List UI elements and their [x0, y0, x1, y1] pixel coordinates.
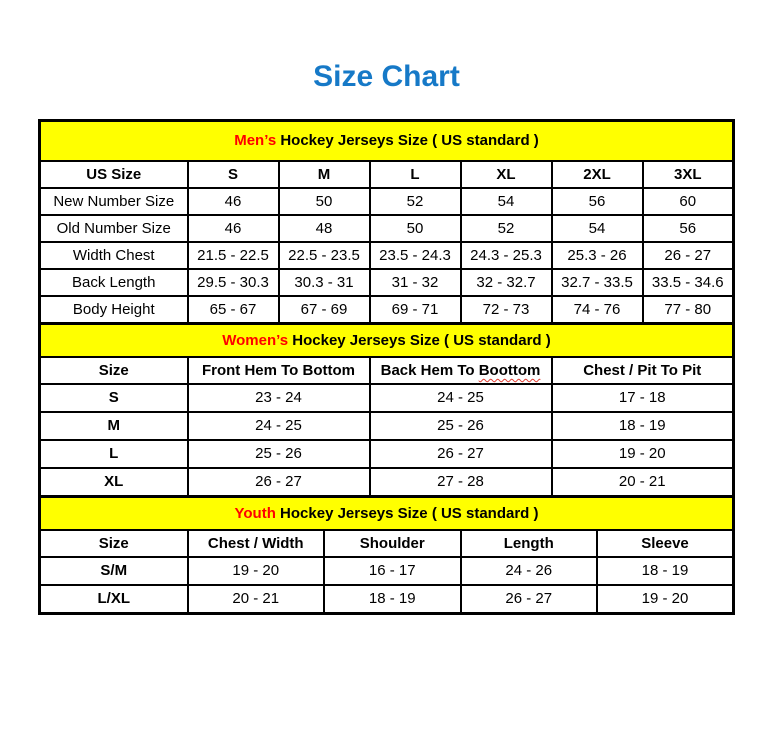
- youth-cell-0-3: 18 - 19: [597, 557, 734, 585]
- womens-row-label-0: S: [40, 384, 188, 412]
- youth-column-header-4: Sleeve: [597, 530, 734, 557]
- mens-cell-3-1: 30.3 - 31: [279, 269, 370, 296]
- size-chart-page: [0, 60, 735, 615]
- womens-cell-3-1: 27 - 28: [370, 468, 552, 497]
- mens-cell-1-1: 48: [279, 215, 370, 242]
- mens-row-label-1: Old Number Size: [40, 215, 188, 242]
- womens-section-header: Women’s Hockey Jerseys Size ( US standard ): [40, 324, 734, 358]
- womens-column-header-2: Back Hem To Boottom: [370, 357, 552, 384]
- mens-section-band-row: [40, 121, 734, 162]
- mens-table-row-4: [40, 296, 734, 324]
- youth-section-band-row: [40, 497, 734, 531]
- mens-cell-2-2: 23.5 - 24.3: [370, 242, 461, 269]
- youth-row-label-0: S/M: [40, 557, 188, 585]
- womens-column-header-1: Front Hem To Bottom: [188, 357, 370, 384]
- youth-size-table: [38, 495, 735, 615]
- mens-header-highlight: Men’s: [234, 132, 277, 150]
- womens-row-label-2: L: [40, 440, 188, 468]
- youth-table-row-0: [40, 557, 734, 585]
- womens-cell-2-1: 26 - 27: [370, 440, 552, 468]
- womens-cell-3-2: 20 - 21: [552, 468, 734, 497]
- mens-cell-0-3: 54: [461, 188, 552, 215]
- womens-table-row-0: [40, 384, 734, 412]
- youth-cell-1-0: 20 - 21: [188, 585, 325, 614]
- mens-cell-4-3: 72 - 73: [461, 296, 552, 324]
- womens-table-row-3: [40, 468, 734, 497]
- mens-cell-2-5: 26 - 27: [643, 242, 734, 269]
- mens-cell-0-5: 60: [643, 188, 734, 215]
- mens-cell-3-0: 29.5 - 30.3: [188, 269, 279, 296]
- mens-column-header-2: M: [279, 161, 370, 188]
- mens-cell-4-0: 65 - 67: [188, 296, 279, 324]
- mens-cell-1-2: 50: [370, 215, 461, 242]
- misspelled-word: Boottom: [478, 361, 541, 379]
- youth-cell-1-2: 26 - 27: [461, 585, 598, 614]
- mens-cell-4-2: 69 - 71: [370, 296, 461, 324]
- womens-column-header-row: [40, 357, 734, 384]
- mens-cell-2-4: 25.3 - 26: [552, 242, 643, 269]
- youth-cell-0-0: 19 - 20: [188, 557, 325, 585]
- mens-cell-3-2: 31 - 32: [370, 269, 461, 296]
- mens-cell-1-4: 54: [552, 215, 643, 242]
- womens-size-table: [38, 322, 735, 498]
- size-chart-tables: [38, 119, 735, 615]
- womens-table-row-1: [40, 412, 734, 440]
- mens-cell-0-4: 56: [552, 188, 643, 215]
- womens-column-header-0: Size: [40, 357, 188, 384]
- womens-cell-3-0: 26 - 27: [188, 468, 370, 497]
- youth-column-header-1: Chest / Width: [188, 530, 325, 557]
- mens-cell-0-2: 52: [370, 188, 461, 215]
- mens-cell-2-3: 24.3 - 25.3: [461, 242, 552, 269]
- mens-column-header-6: 3XL: [643, 161, 734, 188]
- womens-cell-1-0: 24 - 25: [188, 412, 370, 440]
- womens-cell-2-2: 19 - 20: [552, 440, 734, 468]
- womens-row-label-3: XL: [40, 468, 188, 497]
- mens-column-header-1: S: [188, 161, 279, 188]
- womens-table-row-2: [40, 440, 734, 468]
- mens-column-header-0: US Size: [40, 161, 188, 188]
- womens-cell-0-0: 23 - 24: [188, 384, 370, 412]
- page-title: Size Chart: [313, 60, 460, 93]
- mens-cell-1-0: 46: [188, 215, 279, 242]
- mens-table-row-1: [40, 215, 734, 242]
- mens-size-table: [38, 119, 735, 325]
- mens-table-row-3: [40, 269, 734, 296]
- youth-cell-0-2: 24 - 26: [461, 557, 598, 585]
- youth-section-header: Youth Hockey Jerseys Size ( US standard ): [40, 497, 734, 531]
- mens-cell-4-1: 67 - 69: [279, 296, 370, 324]
- youth-cell-1-1: 18 - 19: [324, 585, 461, 614]
- mens-row-label-2: Width Chest: [40, 242, 188, 269]
- mens-cell-4-4: 74 - 76: [552, 296, 643, 324]
- womens-row-label-1: M: [40, 412, 188, 440]
- youth-row-label-1: L/XL: [40, 585, 188, 614]
- mens-row-label-4: Body Height: [40, 296, 188, 324]
- mens-cell-3-5: 33.5 - 34.6: [643, 269, 734, 296]
- mens-cell-2-0: 21.5 - 22.5: [188, 242, 279, 269]
- mens-row-label-0: New Number Size: [40, 188, 188, 215]
- womens-cell-0-1: 24 - 25: [370, 384, 552, 412]
- womens-cell-1-2: 18 - 19: [552, 412, 734, 440]
- mens-cell-3-4: 32.7 - 33.5: [552, 269, 643, 296]
- youth-column-header-row: [40, 530, 734, 557]
- womens-section-band-row: [40, 324, 734, 358]
- mens-column-header-row: [40, 161, 734, 188]
- womens-column-header-3: Chest / Pit To Pit: [552, 357, 734, 384]
- youth-table-row-1: [40, 585, 734, 614]
- womens-cell-0-2: 17 - 18: [552, 384, 734, 412]
- mens-column-header-4: XL: [461, 161, 552, 188]
- youth-column-header-3: Length: [461, 530, 598, 557]
- mens-table-row-0: [40, 188, 734, 215]
- mens-row-label-3: Back Length: [40, 269, 188, 296]
- mens-column-header-5: 2XL: [552, 161, 643, 188]
- mens-cell-1-5: 56: [643, 215, 734, 242]
- womens-cell-1-1: 25 - 26: [370, 412, 552, 440]
- womens-cell-2-0: 25 - 26: [188, 440, 370, 468]
- mens-cell-3-3: 32 - 32.7: [461, 269, 552, 296]
- youth-column-header-2: Shoulder: [324, 530, 461, 557]
- youth-header-highlight: Youth: [234, 504, 276, 522]
- mens-column-header-3: L: [370, 161, 461, 188]
- womens-header-highlight: Women’s: [222, 331, 289, 349]
- mens-cell-2-1: 22.5 - 23.5: [279, 242, 370, 269]
- mens-cell-0-1: 50: [279, 188, 370, 215]
- mens-cell-0-0: 46: [188, 188, 279, 215]
- mens-section-header: Men’s Hockey Jerseys Size ( US standard ): [40, 121, 734, 162]
- mens-cell-4-5: 77 - 80: [643, 296, 734, 324]
- youth-cell-0-1: 16 - 17: [324, 557, 461, 585]
- mens-table-row-2: [40, 242, 734, 269]
- youth-column-header-0: Size: [40, 530, 188, 557]
- youth-cell-1-3: 19 - 20: [597, 585, 734, 614]
- mens-cell-1-3: 52: [461, 215, 552, 242]
